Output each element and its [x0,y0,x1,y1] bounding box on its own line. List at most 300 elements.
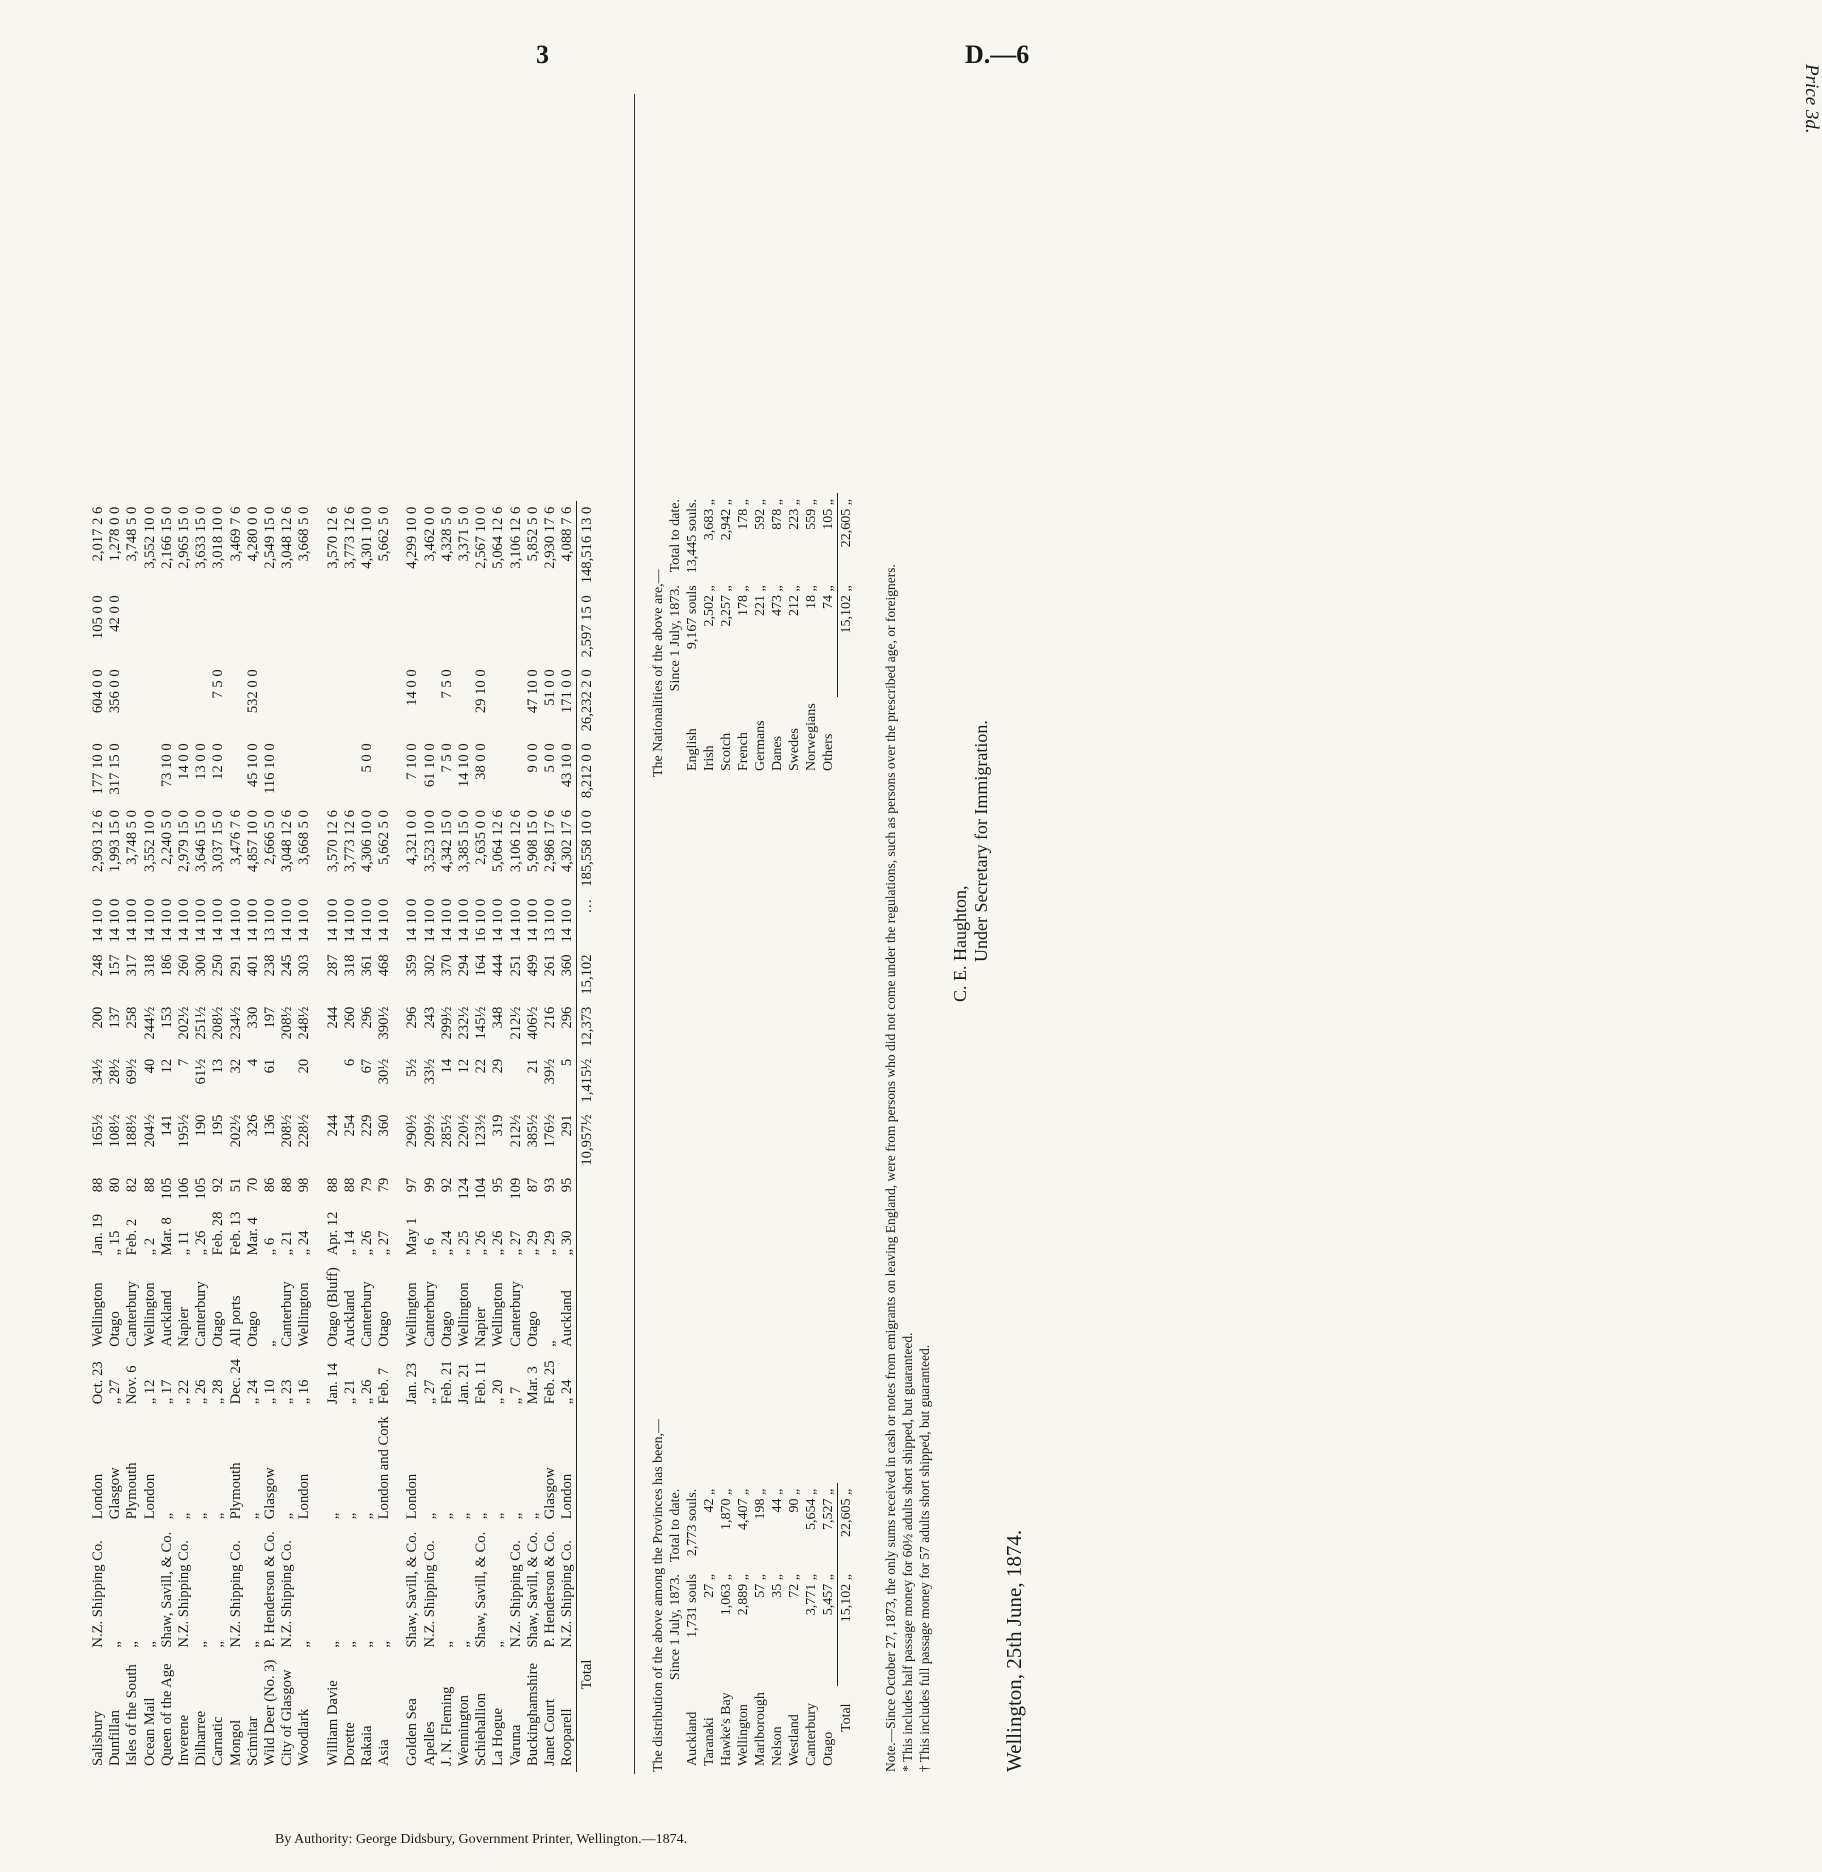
table-cell: Feb. 2 [124,1218,141,1256]
nationalities-cell: 878 „ [770,499,785,530]
table-cell: 2,635 0 0 [473,810,490,865]
table-cell: „ 27 [376,1230,393,1256]
distribution-row [701,1483,718,1772]
nationalities-cell: 105 „ [821,499,836,530]
totals-cell [577,1206,597,1262]
table-cell: Golden Sea [404,1698,421,1766]
table-cell: 79 [376,1177,393,1193]
table-cell: 93 [542,1177,559,1193]
distribution-cell: Taranaki [702,1717,717,1766]
table-cell: 14 10 0 [107,898,124,943]
table-cell [376,737,393,804]
table-cell: Feb. 28 [210,1211,227,1256]
table-cell: „ 7 [507,1386,524,1405]
table-cell: 2,930 17 6 [542,506,559,569]
table-cell: Napier [176,1307,193,1347]
table-cell: 3,371 5 0 [456,506,473,562]
table-cell [490,663,507,737]
table-cell: 47 10 0 [524,669,541,714]
table-cell: London [559,1473,576,1520]
table-cell [404,589,421,663]
table-cell: 250 [210,954,227,977]
table-row [228,501,245,1772]
table-cell: 261 [542,954,559,977]
distribution-heading: The distribution of the above among the Provinces has been,— [651,1418,666,1772]
table-cell [262,663,279,737]
distribution-col2: Total to date. [668,1488,683,1563]
table-cell: Woodlark [296,1708,313,1766]
nationalities-cell: 18 „ [804,585,819,610]
table-row [325,501,342,1772]
table-cell: „ [107,1641,124,1648]
distribution-total-date: 22,605 „ [838,1483,856,1568]
nationalities-cell: Germans [753,720,768,771]
table-cell: 20 [296,1058,313,1074]
table-row [542,501,559,1772]
table-cell: 220½ [456,1114,473,1148]
table-cell: „ 21 [279,1230,296,1256]
table-cell [422,663,439,737]
table-cell: „ 6 [421,1237,438,1256]
table-cell: 108½ [107,1114,124,1148]
table-cell: „ [141,1641,158,1648]
table-cell: N.Z. Shipping Co. [176,1540,193,1648]
totals-cell: 15,102 [577,949,597,1001]
table-cell: London [90,1473,106,1520]
table-cell: 5½ [404,1058,421,1078]
table-cell: Jan. 14 [324,1362,341,1405]
table-cell: 299½ [438,1006,455,1040]
group-gap [393,501,404,1772]
table-cell: 106 [176,1177,193,1200]
table-cell: 21 [524,1058,541,1074]
table-cell: Rakaia [359,1725,376,1766]
table-cell: 95 [559,1177,576,1193]
table-cell: „ 16 [296,1379,313,1405]
table-cell: 3,037 15 0 [210,810,227,873]
table-cell: „ [490,1512,507,1520]
table-cell: 14 10 0 [296,898,313,943]
table-cell [325,589,342,663]
table-cell: 2,903 12 6 [90,810,106,873]
totals-cell [577,1172,597,1206]
table-cell: 7 5 0 [210,669,227,699]
table-cell: 4 [244,1058,261,1067]
table-cell: „ [421,1512,438,1520]
table-cell [456,663,473,737]
distribution-cell: Marlborough [753,1692,768,1766]
table-cell: „ 26 [193,1379,210,1405]
table-cell: 294 [456,954,473,977]
table-cell: 29 [490,1058,507,1074]
totals-cell: 185,558 10 0 [577,804,597,893]
table-cell: 29 10 0 [473,669,490,714]
table-cell: 195 [210,1114,227,1137]
table-cell: 38 0 0 [473,743,490,780]
table-cell: 14 10 0 [193,898,210,943]
table-cell: „ [341,1512,358,1520]
table-cell: 3,523 10 0 [421,810,438,873]
nationalities-row [701,493,718,777]
table-cell: 177 10 0 [90,743,106,795]
distribution-row [752,1483,769,1772]
table-cell: 45 10 0 [244,743,261,788]
table-cell: 3,748 5 0 [124,810,141,865]
table-cell: 34½ [90,1058,106,1085]
table-cell [325,663,342,737]
table-cell: Queen of the Age [158,1663,175,1766]
table-cell: „ 26 [359,1379,376,1405]
table-cell: Jan. 19 [90,1213,106,1256]
table-cell: Ocean Mail [141,1697,158,1766]
table-cell: 200 [90,1006,106,1029]
table-cell: 3,048 12 6 [279,506,296,569]
table-cell: Oct. 23 [90,1361,106,1405]
nationalities-cell: Danes [770,736,785,771]
table-cell: 2,240 5 0 [158,810,175,865]
distribution-cell: Auckland [685,1711,700,1766]
table-cell: „ 26 [359,1230,376,1256]
table-cell: 212½ [507,1006,524,1040]
table-cell: 12 0 0 [210,743,227,780]
table-cell: 137 [107,1006,124,1029]
table-cell: Auckland [341,1290,358,1347]
table-cell: „ [507,1512,524,1520]
table-cell: Glasgow [262,1467,279,1520]
table-cell [210,589,227,663]
table-cell: 3,552 10 0 [141,810,158,873]
table-cell: 444 [490,954,507,977]
table-cell: 318 [341,954,358,977]
table-cell: 4,321 0 0 [404,810,421,865]
table-cell: 105 0 0 [90,595,106,640]
table-cell: Auckland [158,1290,175,1347]
table-cell: 296 [359,1006,376,1029]
totals-cell: 2,597 15 0 [577,589,597,663]
table-cell: 88 [341,1177,358,1193]
distribution-cell: 3,771 „ [804,1574,819,1616]
table-cell: 401 [244,954,261,977]
table-cell [124,589,141,663]
table-cell [439,589,456,663]
table-cell: 9 0 0 [524,743,541,773]
table-cell: Apr. 12 [324,1211,341,1256]
table-cell: 330 [244,1006,261,1029]
table-cell [359,589,376,663]
table-cell: „ 14 [341,1230,358,1256]
table-cell: „ 27 [107,1379,124,1405]
table-cell: 208½ [279,1114,296,1148]
nationalities-cell: 223 „ [787,499,802,530]
table-cell: 3,476 7 6 [227,810,244,865]
table-cell: 2,979 15 0 [176,810,193,873]
nationalities-total-since: 15,102 „ [838,579,856,697]
table-cell: 360 [559,954,576,977]
table-cell: „ [296,1641,313,1648]
table-cell: „ 23 [279,1379,296,1405]
table-cell: 14 10 0 [490,898,507,943]
table-cell: 245 [279,954,296,977]
table-cell: 303 [296,954,313,977]
table-cell: All ports [227,1295,244,1347]
table-cell [542,589,559,663]
table-cell: 79 [359,1177,376,1193]
table-cell: 67 [359,1058,376,1074]
table-cell: 296 [559,1006,576,1029]
table-cell [159,663,176,737]
nationalities-col2: Total to date. [668,499,683,573]
table-cell [228,663,245,737]
table-cell: 145½ [473,1006,490,1040]
table-cell: N.Z. Shipping Co. [421,1540,438,1648]
table-cell: 317 15 0 [107,743,124,795]
table-cell: 32 [227,1058,244,1074]
table-cell [279,663,296,737]
table-cell [279,737,296,804]
table-cell: „ 26 [193,1230,210,1256]
table-cell: 3,633 15 0 [193,506,210,569]
table-row [422,501,439,1772]
table-cell: 360 [376,1114,393,1137]
table-cell: 14 10 0 [404,898,421,943]
table-cell: Glasgow [542,1467,559,1520]
table-row [376,501,393,1772]
totals-cell: 26,232 2 0 [577,663,597,737]
table-cell: 370 [438,954,455,977]
table-cell: „ 10 [262,1379,279,1405]
table-cell: Schiehallion [473,1693,490,1766]
table-cell: 287 [324,954,341,977]
table-cell: London [141,1473,158,1520]
table-cell: J. N. Fleming [438,1686,455,1766]
table-cell: 14 0 0 [176,743,193,780]
table-cell: 2,017 2 6 [90,506,106,562]
nationalities-cell: 592 „ [753,499,768,530]
table-cell: Otago [210,1311,227,1347]
table-cell: 153 [158,1006,175,1029]
table-cell: Wellington [90,1282,106,1347]
table-cell: 13 10 0 [542,898,559,943]
table-cell: „ 25 [456,1230,473,1256]
table-cell: Otago [438,1311,455,1347]
table-cell: 3,773 12 6 [341,810,358,873]
nationalities-row [786,493,803,777]
signature-block [950,720,992,1002]
table-cell: „ [124,1641,141,1648]
table-cell: Napier [473,1307,490,1347]
table-cell: 318 [141,954,158,977]
nationalities-cell: 9,167 souls [685,585,700,650]
table-cell: Feb. 7 [376,1367,393,1405]
table-cell: „ [542,1340,559,1347]
nationalities-cell: Norwegians [804,703,819,771]
table-row [107,501,124,1772]
table-cell: 5,662 5 0 [376,506,393,562]
nationalities-cell: Swedes [787,728,802,771]
table-cell: 319 [490,1114,507,1137]
table-cell: 2,567 10 0 [473,506,490,569]
table-cell: Janet Court [542,1699,559,1766]
nationalities-table [650,493,855,777]
table-cell: 14 10 0 [456,898,473,943]
nationalities-cell: Scotch [719,732,734,771]
table-cell: 2,965 15 0 [176,506,193,569]
distribution-col1: Since 1 July, 1873. [668,1574,683,1681]
table-cell: 1,993 15 0 [107,810,124,873]
note-star: * This includes half passage money for 60½ adults short shipped, but guaranteed. [900,1332,915,1772]
table-cell [376,663,393,737]
table-cell: 14 [438,1058,455,1074]
table-cell: 12 [456,1058,473,1074]
table-cell: 13 0 0 [193,743,210,780]
price: Price 3d. [1801,64,1822,134]
table-cell: 290½ [404,1114,421,1148]
table-cell: „ 28 [210,1379,227,1405]
nationalities-row [769,493,786,777]
table-cell: 317 [124,954,141,977]
table-cell: 14 10 0 [559,898,576,943]
table-cell: 2,166 15 0 [158,506,175,569]
table-cell: Glasgow [107,1467,124,1520]
table-cell: 260 [341,1006,358,1029]
table-cell: 4,302 17 6 [559,810,576,873]
table-cell: „ 11 [176,1231,193,1256]
table-cell: „ 24 [244,1379,261,1405]
table-cell: La Hogue [490,1708,507,1766]
table-row [159,501,176,1772]
table-cell: Feb. 25 [542,1360,559,1405]
section-divider [634,94,635,1774]
table-cell: 88 [279,1177,296,1193]
table-cell: 73 10 0 [158,743,175,788]
table-cell: „ 6 [262,1237,279,1256]
table-cell: 164 [473,954,490,977]
table-cell: 5,662 5 0 [376,810,393,865]
table-cell: 109 [507,1177,524,1200]
table-cell: Otago [376,1311,393,1347]
nationalities-cell: 2,257 „ [719,585,734,627]
table-cell: 5 0 0 [359,743,376,773]
table-cell: „ 2 [141,1237,158,1256]
table-cell: 51 [227,1177,244,1193]
table-cell [142,589,159,663]
table-cell: 14 10 0 [507,898,524,943]
table-cell: 6 [341,1058,358,1067]
table-cell [193,663,210,737]
table-cell: 61½ [193,1058,210,1085]
nationalities-cell: English [685,728,700,771]
table-cell [279,589,296,663]
table-cell: 16 10 0 [473,898,490,943]
table-row [279,501,296,1772]
table-cell: „ 21 [341,1379,358,1405]
nationalities-total-date: 22,605 „ [838,493,856,579]
nationalities-cell: 74 „ [821,585,836,610]
table-cell: Mongol [227,1719,244,1766]
table-cell: 208½ [210,1006,227,1040]
table-cell: 195½ [176,1114,193,1148]
table-cell: Jan. 21 [456,1362,473,1405]
table-cell: 359 [404,954,421,977]
distribution-cell: 2,889 „ [736,1574,751,1616]
table-cell: 243 [421,1006,438,1029]
table-cell: 61 10 0 [421,743,438,788]
table-cell: 3,462 0 0 [421,506,438,562]
distribution-row [735,1483,752,1772]
table-cell: 4,088 7 6 [559,506,576,562]
distribution-cell: 1,870 „ [719,1488,734,1530]
table-cell: 254 [341,1114,358,1137]
table-cell: 141 [158,1114,175,1137]
nationalities-row [820,493,838,777]
table-cell: 302 [421,954,438,977]
table-cell: 244 [324,1114,341,1137]
table-cell: „ [210,1512,227,1520]
table-cell: Otago [107,1311,124,1347]
distribution-cell: 4,407 „ [736,1488,751,1530]
table-cell: „ [524,1512,541,1520]
table-cell: Mar. 4 [244,1217,261,1256]
table-cell: 171 0 0 [559,669,576,714]
table-cell: Auckland [559,1290,576,1347]
table-cell: Otago [524,1311,541,1347]
table-cell: 86 [262,1177,279,1193]
totals-row [577,501,597,1772]
totals-cell: 148,516 13 0 [577,501,597,590]
table-cell: „ [490,1641,507,1648]
distribution-cell: 5,654 „ [804,1488,819,1530]
table-cell: London [404,1473,421,1520]
table-cell: N.Z. Shipping Co. [279,1540,296,1648]
table-cell: Scimitar [244,1716,261,1766]
table-cell: 28½ [107,1058,124,1085]
table-cell [176,663,193,737]
table-cell: 356 0 0 [107,669,124,714]
table-cell: Feb. 13 [227,1211,244,1256]
table-cell: „ 24 [438,1230,455,1256]
table-cell: N.Z. Shipping Co. [227,1540,244,1648]
table-cell: 14 10 0 [324,898,341,943]
table-cell: 326 [244,1114,261,1137]
table-cell: London [296,1473,313,1520]
nationalities-cell: 2,942 „ [719,499,734,541]
nationalities-row [718,493,735,777]
distribution-row [803,1483,820,1772]
distribution-cell: 35 „ [770,1574,785,1598]
table-cell: 14 10 0 [124,898,141,943]
printer-line: By Authority: George Didsbury, Government Printer, Wellington.—1874. [275,1832,688,1847]
table-cell [124,663,141,737]
table-cell: Wellington [296,1282,313,1347]
table-cell: 51 0 0 [542,669,559,706]
distribution-cell: Westland [787,1714,802,1766]
table-cell [342,663,359,737]
table-cell: 216 [542,1006,559,1029]
table-cell: 251 [507,954,524,977]
distribution-cell: Hawke's Bay [719,1692,734,1766]
table-cell: 234½ [227,1006,244,1040]
table-cell: Wellington [456,1282,473,1347]
table-cell: 7 [176,1058,193,1067]
table-cell: 97 [404,1177,421,1193]
ships-table [90,501,597,1772]
table-cell: Shaw, Savill, & Co. [473,1531,490,1648]
table-cell: 70 [244,1177,261,1193]
table-cell [176,589,193,663]
table-cell: 1,278 0 0 [107,506,124,562]
table-cell: 5,064 12 6 [490,810,507,873]
table-cell: „ 27 [421,1379,438,1405]
